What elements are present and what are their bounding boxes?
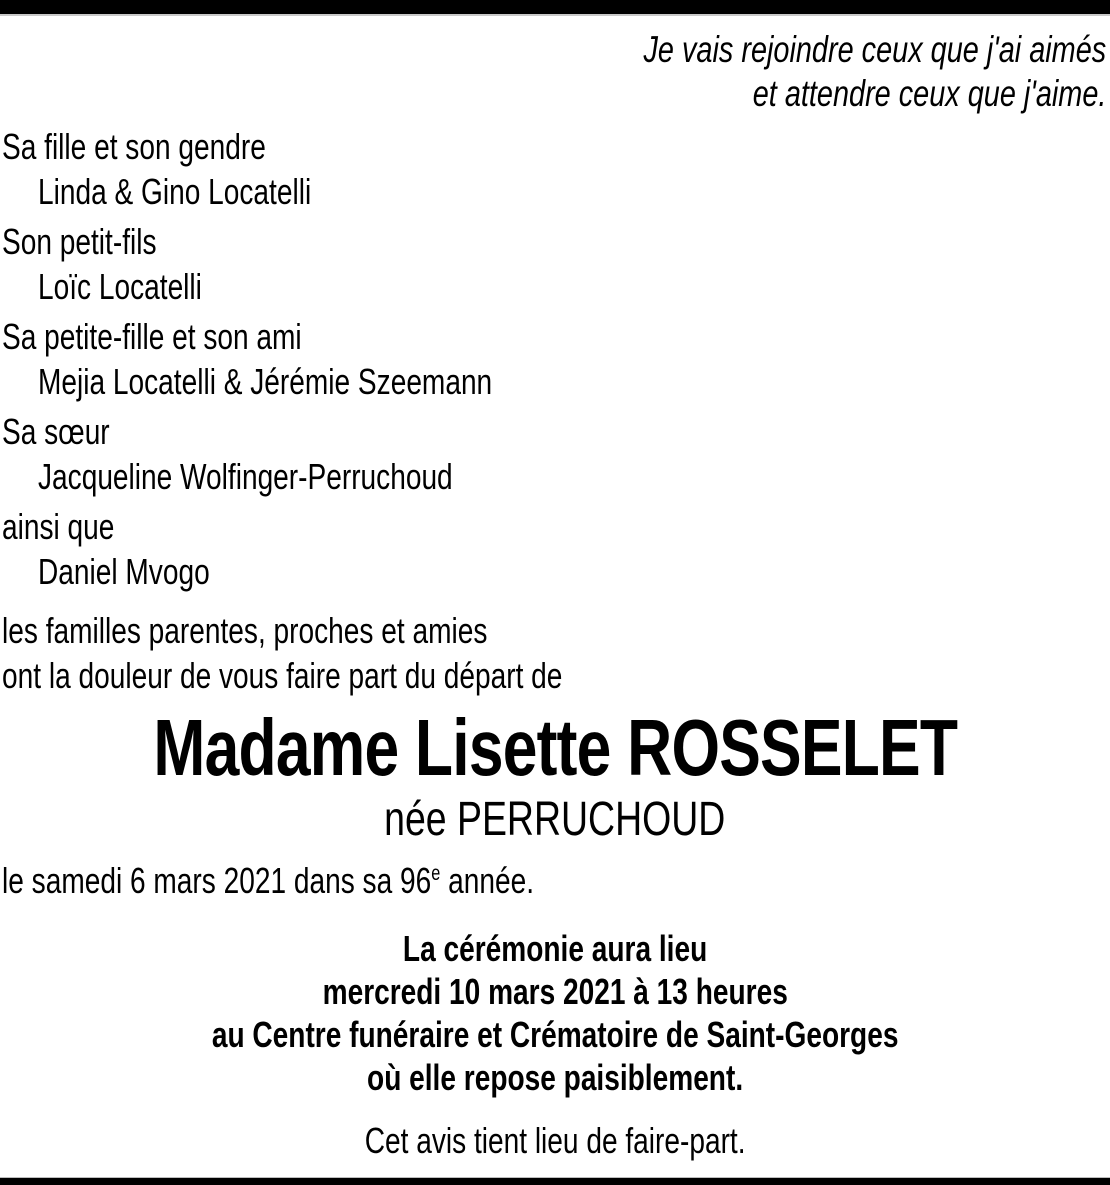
death-date-line (0, 858, 1110, 903)
ceremony-line-3: au Centre funéraire et Crématoire de Saint-Georges (211, 1014, 899, 1055)
epigraph-line-1 (0, 28, 1106, 72)
family-group-daughter (2, 124, 1110, 214)
relation-names: Linda & Gino Locatelli (38, 171, 312, 212)
epigraph (0, 28, 1110, 116)
top-rule (0, 0, 1110, 16)
deceased-maiden-name: née PERRUCHOUD (384, 793, 726, 846)
family-group-granddaughter (2, 314, 1110, 404)
epigraph-line-2 (0, 72, 1106, 116)
relation-label: Sa sœur (2, 411, 110, 452)
relation-label: ainsi que (2, 506, 115, 547)
ceremony-line-2: mercredi 10 mars 2021 à 13 heures (322, 971, 788, 1012)
family-group-grandson (2, 219, 1110, 309)
relation-label: Son petit-fils (2, 221, 157, 262)
ceremony-line-1: La cérémonie aura lieu (402, 928, 708, 969)
relation-label: Sa fille et son gendre (2, 126, 266, 167)
death-date-prefix: le samedi 6 mars 2021 dans sa 96 (2, 860, 432, 901)
announcement-intro (0, 608, 1110, 698)
intro-line-1: les familles parentes, proches et amies (2, 610, 488, 651)
notice-content (0, 16, 1110, 1163)
deceased-name: Madame Lisette ROSSELET (153, 703, 957, 792)
ordinal-superscript: e (431, 862, 441, 885)
family-group-other (2, 504, 1110, 594)
death-date-suffix: année. (440, 860, 535, 901)
epigraph-text-2: et attendre ceux que j'aime. (752, 73, 1106, 114)
epigraph-text-1: Je vais rejoindre ceux que j'ai aimés (643, 29, 1106, 70)
ceremony-block (0, 927, 1110, 1099)
closing-line: Cet avis tient lieu de faire-part. (364, 1120, 746, 1161)
relation-names: Jacqueline Wolfinger-Perruchoud (38, 456, 453, 497)
family-list (0, 124, 1110, 594)
relation-label: Sa petite-fille et son ami (2, 316, 302, 357)
ceremony-line-4: où elle repose paisiblement. (366, 1057, 744, 1098)
bottom-rule (0, 1177, 1110, 1185)
relation-names: Daniel Mvogo (38, 551, 210, 592)
family-group-sister (2, 409, 1110, 499)
relation-names: Mejia Locatelli & Jérémie Szeemann (38, 361, 493, 402)
intro-line-2: ont la douleur de vous faire part du départ de (2, 655, 563, 696)
relation-names: Loïc Locatelli (38, 266, 202, 307)
